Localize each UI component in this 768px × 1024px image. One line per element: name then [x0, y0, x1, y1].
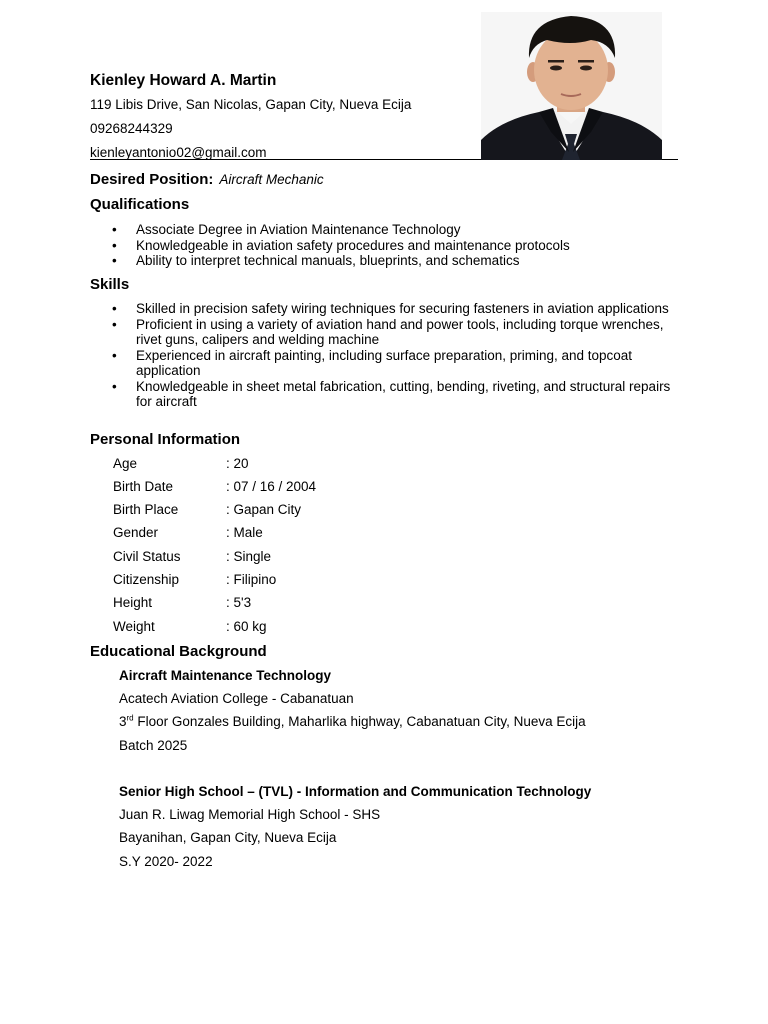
- college-address-suffix: rd: [126, 713, 134, 723]
- personal-info-label: Gender: [113, 525, 159, 540]
- college-address-rest: Floor Gonzales Building, Maharlika highway, Cabanatuan City, Nueva Ecija: [133, 714, 586, 729]
- personal-info-label: Citizenship: [113, 572, 180, 587]
- college-batch: Batch 2025: [119, 738, 188, 753]
- personal-info-value: : Male: [226, 525, 263, 540]
- skill-item: • Knowledgeable in sheet metal fabrication, cutting, bending, riveting, and structural repairs for aircraft: [112, 379, 672, 410]
- applicant-address: 119 Libis Drive, San Nicolas, Gapan City, Nueva Ecija: [90, 97, 412, 112]
- personal-info-label: Age: [113, 456, 138, 471]
- skill-item: • Skilled in precision safety wiring techniques for securing fasteners in aviation applications: [112, 301, 672, 317]
- personal-info-label: Weight: [113, 619, 155, 634]
- personal-info-value: : Gapan City: [226, 502, 302, 517]
- personal-info-label: Birth Place: [113, 502, 179, 517]
- college-school: Acatech Aviation College - Cabanatuan: [119, 691, 354, 706]
- shs-school-year: S.Y 2020- 2022: [119, 854, 213, 869]
- qualification-item: • Associate Degree in Aviation Maintenance Technology: [112, 222, 672, 238]
- college-address: [119, 714, 586, 729]
- shs-track: Senior High School – (TVL) - Information and Communication Technology: [119, 784, 592, 799]
- personal-info-value: : Filipino: [226, 572, 277, 587]
- personal-info-value: : 20: [226, 456, 249, 471]
- desired-position-label: Desired Position:: [90, 171, 214, 188]
- personal-info-label: Civil Status: [113, 549, 181, 564]
- applicant-phone: 09268244329: [90, 121, 173, 136]
- skills-heading: Skills: [90, 276, 130, 293]
- shs-school: Juan R. Liwag Memorial High School - SHS: [119, 807, 381, 822]
- desired-position-value: Aircraft Mechanic: [219, 172, 324, 187]
- personal-information-heading: Personal Information: [90, 431, 241, 448]
- qualifications-heading: Qualifications: [90, 196, 190, 213]
- personal-info-label: Height: [113, 595, 153, 610]
- educational-background-heading: Educational Background: [90, 643, 267, 660]
- desired-position: [90, 171, 324, 188]
- personal-info-value: : 07 / 16 / 2004: [226, 479, 317, 494]
- college-address-ordinal: 3: [119, 714, 127, 729]
- personal-info-value: : 60 kg: [226, 619, 267, 634]
- applicant-photo: [481, 12, 662, 160]
- college-course: Aircraft Maintenance Technology: [119, 668, 332, 683]
- qualifications-list: [112, 222, 672, 269]
- applicant-email: kienleyantonio02@gmail.com: [90, 145, 267, 160]
- skill-item: • Experienced in aircraft painting, including surface preparation, priming, and topcoat application: [112, 348, 672, 379]
- qualification-item: • Ability to interpret technical manuals, blueprints, and schematics: [112, 253, 672, 269]
- personal-info-label: Birth Date: [113, 479, 174, 494]
- shs-address: Bayanihan, Gapan City, Nueva Ecija: [119, 830, 337, 845]
- personal-info-value: : 5'3: [226, 595, 252, 610]
- applicant-name: Kienley Howard A. Martin: [90, 72, 277, 89]
- skill-item: • Proficient in using a variety of aviation hand and power tools, including torque wrenches, rivet guns, calipers and welding machine: [112, 317, 672, 348]
- skills-list: [112, 301, 672, 410]
- portrait-image: [481, 12, 662, 160]
- personal-info-value: : Single: [226, 549, 272, 564]
- qualification-item: • Knowledgeable in aviation safety procedures and maintenance protocols: [112, 238, 672, 254]
